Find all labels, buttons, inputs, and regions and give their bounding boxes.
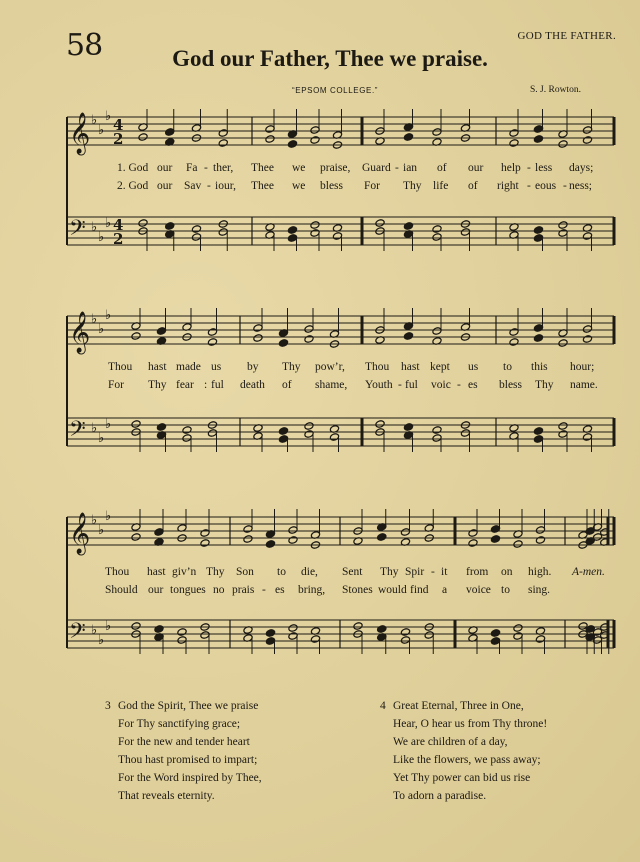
lyric-word: - <box>398 379 402 391</box>
svg-text:4: 4 <box>113 116 124 134</box>
lyric-word: Fa <box>186 162 198 174</box>
svg-text:♭: ♭ <box>91 312 98 327</box>
lyric-word: - <box>527 180 531 192</box>
lyric-word: name. <box>570 379 598 391</box>
svg-text:♭: ♭ <box>91 513 98 528</box>
verse-line: Yet Thy power can bid us rise <box>393 772 531 784</box>
svg-text:♭: ♭ <box>105 417 112 432</box>
lyric-word: of <box>437 162 447 174</box>
lyric-word: our <box>157 162 173 174</box>
verse-4 <box>380 697 547 805</box>
lyric-word: - <box>262 584 266 596</box>
verse-line: That reveals eternity. <box>118 790 215 802</box>
verse-text: Great Eternal, Three in One, <box>393 700 524 712</box>
verse-number: 4 <box>380 700 386 712</box>
lyric-word: our <box>148 584 164 596</box>
lyric-word: this <box>531 361 548 373</box>
lyric-word: we <box>292 162 306 174</box>
lyric-word: of <box>282 379 292 391</box>
lyric-word: kept <box>430 361 450 373</box>
verse-line: For Thy sanctifying grace; <box>118 718 241 730</box>
lyric-word: For <box>108 379 124 391</box>
lyric-word: life <box>433 180 449 192</box>
svg-text:2: 2 <box>113 130 124 148</box>
lyric-word: us <box>211 361 222 373</box>
lyric-word: - <box>527 162 531 174</box>
lyric-word: Thee <box>251 162 274 174</box>
verse-line: We are children of a day, <box>393 736 508 748</box>
hymn-title: God our Father, Thee we praise. <box>172 46 488 71</box>
lyric-word: by <box>247 361 259 373</box>
svg-text:𝄞: 𝄞 <box>69 513 91 554</box>
lyric-word: Thee <box>251 180 274 192</box>
verse-line: Like the flowers, we pass away; <box>393 754 541 766</box>
lyric-word: - <box>204 162 208 174</box>
lyric-word: Thou <box>365 361 390 373</box>
lyric-word: bless <box>499 379 522 391</box>
lyric-word: hast <box>148 361 167 373</box>
svg-text:4: 4 <box>113 216 124 234</box>
lyric-word: tongues <box>170 584 206 596</box>
svg-text:𝄢: 𝄢 <box>69 216 86 246</box>
verse-line: For the Word inspired by Thee, <box>118 772 262 784</box>
svg-text:𝄞: 𝄞 <box>69 113 91 154</box>
lyric-word: eous <box>535 180 557 192</box>
svg-text:𝄢: 𝄢 <box>69 619 86 649</box>
lyric-word: would <box>378 584 407 596</box>
lyric-word: : <box>204 379 208 391</box>
verse-line <box>105 697 262 715</box>
svg-text:♭: ♭ <box>105 308 112 323</box>
lyric-word: iour, <box>215 180 236 192</box>
verse-line <box>380 697 547 715</box>
lyric-word: - <box>431 566 435 578</box>
lyric-word: 2. God <box>117 180 149 192</box>
lyric-word: Thy <box>148 379 167 391</box>
lyric-word: right <box>497 180 519 192</box>
lyric-word: Spir <box>405 566 425 578</box>
lyric-word: - <box>395 162 399 174</box>
lyric-word: ful <box>211 379 224 391</box>
lyric-word: bless <box>320 180 343 192</box>
svg-text:𝄢: 𝄢 <box>69 417 86 447</box>
composer: S. J. Rowton. <box>530 85 581 95</box>
lyric-word: ian <box>403 162 418 174</box>
verse-3 <box>105 697 262 805</box>
lyric-word: help <box>501 162 521 174</box>
lyric-word: giv’n <box>172 566 197 578</box>
lyric-word: to <box>503 361 512 373</box>
lyric-word: ful <box>405 379 418 391</box>
lyric-word: us <box>468 361 479 373</box>
verse-line: To adorn a paradise. <box>393 790 487 802</box>
lyric-word: pow’r, <box>315 361 345 373</box>
lyric-word: Thy <box>206 566 225 578</box>
lyric-word: A-men. <box>572 566 605 578</box>
lyric-word: voice <box>466 584 491 596</box>
lyric-word: we <box>292 180 306 192</box>
lyric-word: ther, <box>213 162 234 174</box>
lyric-word: es <box>275 584 285 596</box>
lyric-word: Guard <box>362 162 391 174</box>
lyric-word: fear <box>176 379 194 391</box>
svg-text:♭: ♭ <box>98 633 105 648</box>
lyric-word: of <box>468 180 478 192</box>
verse-line: For the new and tender heart <box>118 736 250 748</box>
lyric-word: Should <box>105 584 138 596</box>
lyric-word: our <box>468 162 484 174</box>
lyric-word: shame, <box>315 379 348 391</box>
lyric-word: sing. <box>528 584 551 596</box>
section-title: GOD THE FATHER. <box>517 30 616 42</box>
lyric-word: a <box>442 584 448 596</box>
lyric-word: death <box>240 379 265 391</box>
tune-name: “EPSOM COLLEGE.” <box>292 86 379 95</box>
lyric-word: Thou <box>105 566 130 578</box>
lyric-word: Thy <box>282 361 301 373</box>
lyric-word: hast <box>401 361 420 373</box>
lyric-word: bring, <box>298 584 326 596</box>
lyric-word: hast <box>147 566 166 578</box>
lyric-word: prais <box>232 584 255 596</box>
lyric-word: ness; <box>569 180 592 192</box>
lyric-word: - <box>207 180 211 192</box>
lyric-word: Stones <box>342 584 373 596</box>
lyric-word: no <box>213 584 225 596</box>
svg-text:♭: ♭ <box>91 421 98 436</box>
lyric-word: less <box>535 162 553 174</box>
lyric-word: die, <box>301 566 318 578</box>
lyric-word: Thy <box>380 566 399 578</box>
verse-line: Hear, O hear us from Thy throne! <box>393 718 548 730</box>
svg-text:♭: ♭ <box>98 123 105 138</box>
lyric-word: Sav <box>184 180 202 192</box>
lyric-word: 1. God <box>117 162 149 174</box>
lyric-word: - <box>563 180 567 192</box>
lyric-word: it <box>441 566 448 578</box>
lyric-word: For <box>364 180 380 192</box>
lyric-word: on <box>501 566 513 578</box>
svg-text:♭: ♭ <box>91 113 98 128</box>
svg-text:♭: ♭ <box>91 220 98 235</box>
verse-text: God the Spirit, Thee we praise <box>118 700 259 712</box>
lyric-word: from <box>466 566 489 578</box>
svg-text:♭: ♭ <box>98 523 105 538</box>
svg-text:♭: ♭ <box>98 230 105 245</box>
lyric-word: find <box>410 584 429 596</box>
svg-text:♭: ♭ <box>98 322 105 337</box>
lyric-word: praise, <box>320 162 351 174</box>
lyric-word: days; <box>569 162 594 174</box>
lyric-word: our <box>157 180 173 192</box>
hymn-number: 58 <box>66 28 103 63</box>
svg-text:𝄞: 𝄞 <box>69 312 91 353</box>
lyric-word: to <box>277 566 286 578</box>
lyric-word: Youth <box>365 379 393 391</box>
lyric-word: Thy <box>403 180 422 192</box>
svg-text:♭: ♭ <box>105 216 112 231</box>
svg-text:♭: ♭ <box>105 619 112 634</box>
lyric-word: voic <box>431 379 451 391</box>
svg-text:♭: ♭ <box>98 431 105 446</box>
lyric-word: - <box>457 379 461 391</box>
lyric-word: high. <box>528 566 552 578</box>
svg-text:♭: ♭ <box>91 623 98 638</box>
verse-line: Thou hast promised to impart; <box>118 754 258 766</box>
lyric-word: Sent <box>342 566 363 578</box>
lyric-word: made <box>176 361 201 373</box>
svg-text:♭: ♭ <box>105 509 112 524</box>
lyric-word: es <box>468 379 478 391</box>
verse-number: 3 <box>105 700 111 712</box>
lyric-word: hour; <box>570 361 595 373</box>
svg-text:♭: ♭ <box>105 109 112 124</box>
lyric-word: Thou <box>108 361 133 373</box>
svg-text:2: 2 <box>113 230 124 248</box>
lyric-word: to <box>501 584 510 596</box>
lyric-word: Thy <box>535 379 554 391</box>
lyric-word: Son <box>236 566 254 578</box>
